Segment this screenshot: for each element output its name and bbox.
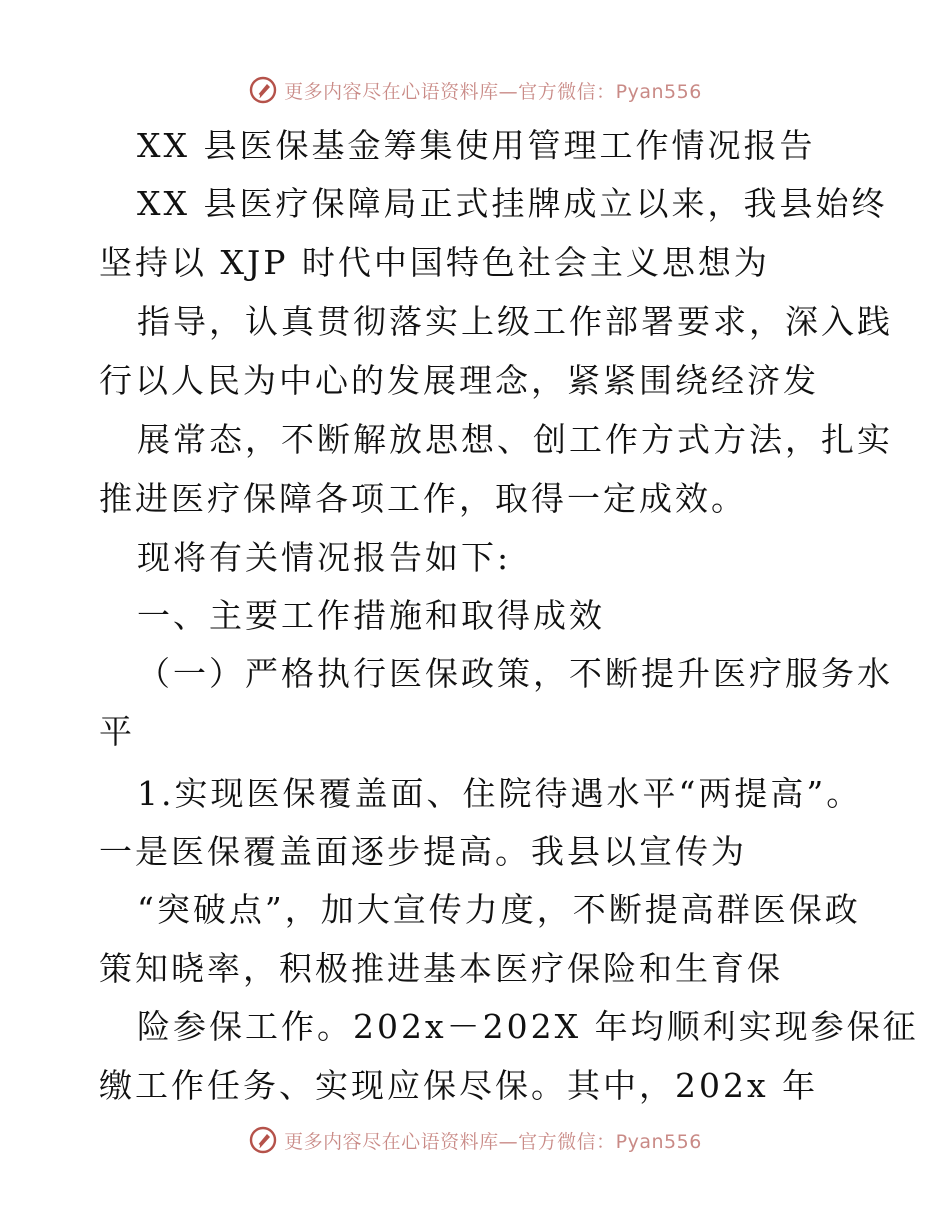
- paragraph-line: 坚持以 XJP 时代中国特色社会主义思想为: [99, 243, 770, 282]
- paragraph-line: XX 县医疗保障局正式挂牌成立以来，我县始终: [137, 184, 888, 223]
- subsection-heading-continued: 平: [99, 712, 135, 751]
- document-title: XX 县医保基金筹集使用管理工作情况报告: [137, 126, 816, 165]
- pen-nib-logo-icon: [248, 75, 278, 105]
- paragraph-line: “突破点”，加大宣传力度，不断提高群医保政: [137, 890, 861, 929]
- paragraph-line: 一是医保覆盖面逐步提高。我县以宣传为: [99, 832, 747, 871]
- paragraph-line: 策知晓率，积极推进基本医疗保险和生育保: [99, 949, 783, 988]
- paragraph-line: 险参保工作。202x－202X 年均顺利实现参保征: [137, 1007, 919, 1046]
- paragraph-line: 推进医疗保障各项工作，取得一定成效。: [99, 479, 747, 518]
- watermark-banner-bottom: [0, 1120, 950, 1160]
- paragraph-line: 展常态，不断解放思想、创工作方式方法，扎实: [137, 420, 893, 459]
- paragraph-line: 现将有关情况报告如下:: [137, 538, 512, 577]
- paragraph-line: 指导，认真贯彻落实上级工作部署要求，深入践: [137, 302, 893, 341]
- subsection-heading: （一）严格执行医保政策，不断提升医疗服务水: [137, 654, 893, 693]
- watermark-text: 更多内容尽在心语资料库—官方微信：Pyan556: [284, 80, 702, 103]
- watermark-text: 更多内容尽在心语资料库—官方微信：Pyan556: [284, 1130, 702, 1153]
- pen-nib-logo-icon: [248, 1125, 278, 1155]
- paragraph-line: 缴工作任务、实现应保尽保。其中，202x 年: [99, 1066, 819, 1105]
- section-heading: 一、主要工作措施和取得成效: [137, 596, 605, 635]
- paragraph-line: 行以人民为中心的发展理念，紧紧围绕经济发: [99, 361, 819, 400]
- watermark-banner-top: [0, 70, 950, 110]
- paragraph-line: 1.实现医保覆盖面、住院待遇水平“两提高”。: [137, 774, 863, 813]
